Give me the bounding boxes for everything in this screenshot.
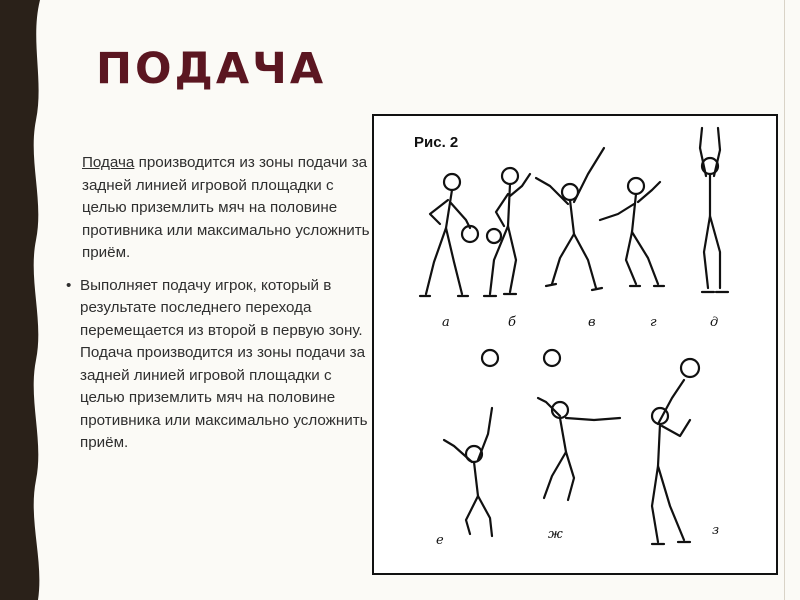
right-divider-line (784, 0, 785, 600)
paragraph-1 (66, 152, 371, 265)
label-z: з (712, 523, 720, 538)
label-g: г (650, 315, 657, 330)
player-figure-d (700, 128, 728, 292)
figure-caption: Рис. 2 (414, 134, 459, 151)
player-figure-g (600, 178, 664, 286)
paragraph-2 (66, 275, 371, 455)
volleyball-serve-figure (372, 114, 778, 575)
label-e: е (436, 533, 444, 548)
player-figure-e (444, 408, 492, 536)
slide-body (66, 152, 371, 465)
bullet-marker: • (66, 276, 72, 294)
ball-3 (681, 359, 699, 377)
paragraph-1-rest: производится из зоны подачи за задней линией игровой площадки с целью приземлить мяч на половине противника или максимально усложнить приём. (82, 154, 370, 261)
label-zh: ж (548, 527, 563, 542)
label-a: а (442, 315, 450, 330)
label-d: д (710, 315, 719, 330)
player-figure-b (484, 168, 530, 296)
label-v: в (588, 315, 596, 330)
paragraph-2-text: Выполняет подачу игрок, который в результате последнего перехода перемещается из второй в первую зону. Подача производится из зоны подачи за задней линией игровой площадки с целью приземлить мяч на половине противника или максимально усложнить приём. (80, 276, 368, 451)
band-wave-edge (0, 0, 46, 600)
player-figure-v (536, 148, 604, 290)
slide-title: ПОДАЧА (96, 44, 327, 94)
ball-1 (482, 350, 498, 366)
player-figure-a (420, 174, 478, 296)
decorative-left-band (0, 0, 46, 600)
player-figure-zh (538, 398, 620, 500)
ball-2 (544, 350, 560, 366)
paragraph-1-lead: Подача (82, 154, 135, 171)
serve-sequence-drawing (374, 116, 776, 573)
player-figure-z (652, 380, 690, 544)
label-b: б (508, 315, 516, 330)
